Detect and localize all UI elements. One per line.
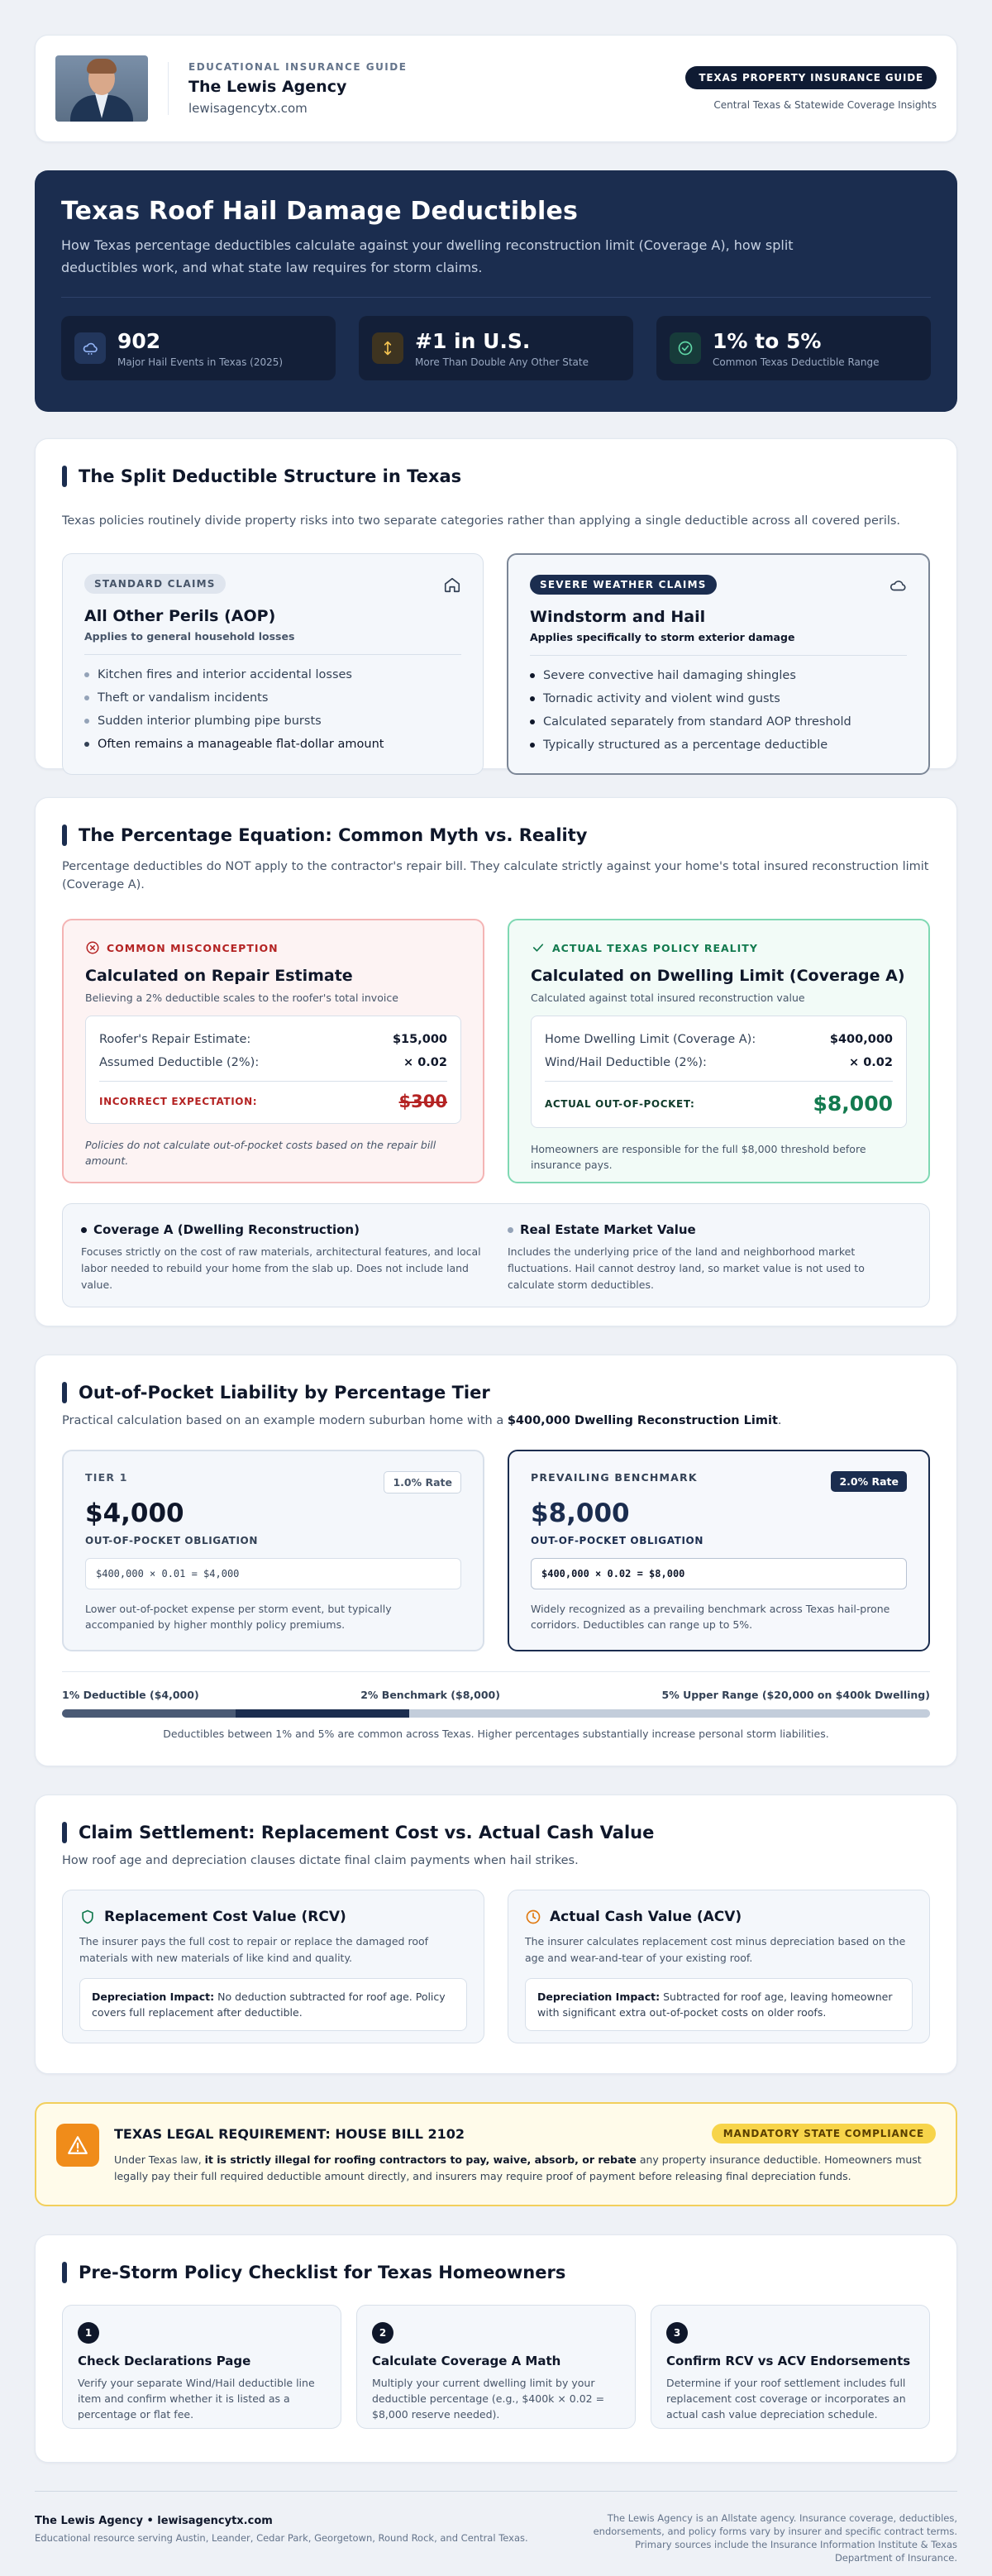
footer-brand[interactable]: The Lewis Agency • lewisagencytx.com — [35, 2515, 273, 2527]
formula-box: $400,000 × 0.02 = $8,000 — [531, 1558, 907, 1589]
calc-label: Assumed Deductible (2%): — [99, 1056, 260, 1069]
stat-label: Major Hail Events in Texas (2025) — [117, 356, 284, 368]
reality-card — [508, 919, 930, 1183]
warning-icon — [56, 2124, 99, 2167]
rate-badge: 2.0% Rate — [831, 1471, 907, 1492]
section-intro: Texas policies routinely divide property risks into two separate categories rather than applying a single deductible across all covered perils. — [62, 514, 901, 528]
clock-icon — [525, 1909, 541, 1925]
section-heading: Claim Settlement: Replacement Cost vs. Actual Cash Value — [62, 1822, 930, 1843]
card-text: The insurer calculates replacement cost minus depreciation based on the age and wear-and-tear of your existing roof. — [525, 1935, 906, 1964]
compliance-badge: MANDATORY STATE COMPLIANCE — [712, 2124, 936, 2143]
calculation-box — [85, 1016, 461, 1124]
list-item: Severe convective hail damaging shingles — [530, 664, 907, 687]
calc-label: Home Dwelling Limit (Coverage A): — [545, 1033, 756, 1046]
section-heading: Out-of-Pocket Liability by Percentage Tier — [62, 1382, 930, 1403]
definition-coverage-a: Coverage A (Dwelling Reconstruction) Focuses strictly on the cost of raw materials, architectural features, and local labor needed to rebuild your home from the slab up. Does not include land value. — [81, 1222, 481, 1291]
legal-text: Under Texas law, it is strictly illegal for roofing contractors to pay, waive, absorb, or rebate any property insurance deductible. Homeowners must legally pay their full required deductible amount directly, and insurers may require proof of payment before releasing final depreciation funds. — [114, 2153, 922, 2182]
tier-note: Lower out-of-pocket expense per storm event, but typically accompanied by higher monthly policy premiums. — [85, 1603, 392, 1631]
step-text: Multiply your current dwelling limit by your deductible percentage (e.g., $400k × 0.02 = $8,000 reserve needed). — [372, 2377, 605, 2421]
hero-divider — [61, 297, 931, 298]
cloud-icon — [889, 576, 907, 598]
tier-label: PREVAILING BENCHMARK — [531, 1471, 698, 1484]
step-title: Confirm RCV vs ACV Endorsements — [666, 2354, 911, 2368]
list-item: Tornadic activity and violent wind gusts — [530, 687, 907, 710]
result-value: $300 — [398, 1092, 447, 1111]
split-deductible-section — [35, 438, 957, 769]
agency-website[interactable]: lewisagencytx.com — [188, 101, 308, 116]
cloud-hail-icon — [74, 332, 106, 364]
stat-label: Common Texas Deductible Range — [713, 356, 880, 368]
card-footnote: Policies do not calculate out-of-pocket costs based on the repair bill amount. — [85, 1139, 436, 1167]
step-number: 3 — [666, 2322, 688, 2344]
card-subtitle: Calculated against total insured reconstruction value — [531, 992, 805, 1004]
scale-segment-3 — [409, 1709, 930, 1718]
tier-1-card — [62, 1450, 484, 1651]
check-circle-icon — [670, 332, 701, 364]
scale-note: Deductibles between 1% and 5% are common across Texas. Higher percentages substantially increase personal storm liabilities. — [163, 1728, 829, 1740]
list-item: Often remains a manageable flat-dollar amount — [84, 733, 461, 756]
misconception-tag: COMMON MISCONCEPTION — [107, 941, 279, 954]
check-icon — [531, 940, 546, 955]
definition-market-value: Real Estate Market Value Includes the underlying price of the land and neighborhood market fluctuations. Hail cannot destroy land, so market value is not used to calculate storm deductibles. — [508, 1222, 865, 1291]
stat-label: More Than Double Any Other State — [415, 356, 589, 368]
card-title: All Other Perils (AOP) — [84, 607, 276, 625]
deductible-scale-bar — [62, 1709, 930, 1718]
list-item: Theft or vandalism incidents — [84, 686, 461, 710]
card-text: The insurer pays the full cost to repair or replace the damaged roof materials with new materials of like kind and quality. — [79, 1935, 429, 1964]
card-title: Actual Cash Value (ACV) — [550, 1909, 742, 1925]
stat-value: 1% to 5% — [713, 328, 822, 353]
impact-box: Depreciation Impact: No deduction subtracted for roof age. Policy covers full replacement after deductible. — [79, 1978, 467, 2031]
calculation-box — [531, 1016, 907, 1128]
agency-header — [35, 35, 957, 142]
card-title: Calculated on Repair Estimate — [85, 967, 353, 985]
legal-requirement-callout — [35, 2102, 957, 2206]
section-intro: How roof age and depreciation clauses dictate final claim payments when hail strikes. — [62, 1854, 579, 1867]
calc-value: × 0.02 — [403, 1056, 447, 1069]
result-label: INCORRECT EXPECTATION: — [99, 1096, 258, 1107]
wind-hail-card — [507, 553, 930, 775]
rcv-card — [62, 1890, 484, 2043]
aop-card — [62, 553, 484, 775]
section-intro: Practical calculation based on an example modern suburban home with a $400,000 Dwelling Reconstruction Limit. — [62, 1414, 782, 1427]
agent-photo — [55, 55, 148, 122]
scale-label-high: 5% Upper Range ($20,000 on $400k Dwelling) — [661, 1689, 930, 1701]
liability-tier-section — [35, 1355, 957, 1766]
hero-banner — [35, 170, 957, 412]
scale-segment-1 — [62, 1709, 236, 1718]
tier-obligation: OUT-OF-POCKET OBLIGATION — [531, 1535, 703, 1546]
formula-box: $400,000 × 0.01 = $4,000 — [85, 1558, 461, 1589]
checklist-step — [651, 2305, 930, 2429]
calc-value: $15,000 — [392, 1033, 447, 1046]
header-subtitle: Central Texas & Statewide Coverage Insights — [713, 99, 937, 111]
hero-description: How Texas percentage deductibles calculate against your dwelling reconstruction limit (Coverage A), how split deductibles work, and what state law requires for storm claims. — [61, 237, 794, 275]
agency-name: The Lewis Agency — [188, 78, 347, 96]
section-intro: Percentage deductibles do NOT apply to the contractor's repair bill. They calculate strictly against your home's total insured reconstruction limit (Coverage A). — [62, 860, 929, 891]
percentage-equation-section — [35, 797, 957, 1326]
policy-checklist-section — [35, 2234, 957, 2463]
page-title: Texas Roof Hail Damage Deductibles — [61, 197, 579, 226]
calc-value: × 0.02 — [849, 1056, 893, 1069]
scale-divider — [62, 1671, 930, 1672]
scale-label-low: 1% Deductible ($4,000) — [62, 1689, 199, 1701]
step-text: Determine if your roof settlement includes full replacement cost coverage or incorporates an actual cash value depreciation schedule. — [666, 2377, 906, 2421]
guide-badge: TEXAS PROPERTY INSURANCE GUIDE — [685, 66, 937, 89]
stat-value: #1 in U.S. — [415, 328, 531, 353]
arrows-vertical-icon — [372, 332, 403, 364]
stat-card-ranking — [359, 316, 633, 380]
card-subtitle: Believing a 2% deductible scales to the roofer's total invoice — [85, 992, 398, 1004]
section-heading: The Split Deductible Structure in Texas — [62, 466, 930, 487]
list-item: Typically structured as a percentage deductible — [530, 734, 907, 757]
definitions-panel — [62, 1203, 930, 1307]
acv-card — [508, 1890, 930, 2043]
card-subtitle: Applies to general household losses — [84, 630, 461, 655]
severe-weather-tag: SEVERE WEATHER CLAIMS — [530, 575, 717, 595]
calc-label: Roofer's Repair Estimate: — [99, 1033, 251, 1046]
scale-label-mid: 2% Benchmark ($8,000) — [360, 1689, 500, 1701]
step-title: Check Declarations Page — [78, 2354, 251, 2368]
list-item: Sudden interior plumbing pipe bursts — [84, 710, 461, 733]
step-number: 2 — [372, 2322, 393, 2344]
step-title: Calculate Coverage A Math — [372, 2354, 561, 2368]
section-heading: The Percentage Equation: Common Myth vs. Reality — [62, 824, 930, 846]
checklist-step — [356, 2305, 636, 2429]
card-subtitle: Applies specifically to storm exterior damage — [530, 631, 907, 656]
card-title: Windstorm and Hail — [530, 608, 706, 626]
result-value: $8,000 — [813, 1092, 893, 1116]
reality-tag: ACTUAL TEXAS POLICY REALITY — [552, 941, 758, 954]
footer-disclaimer: The Lewis Agency is an Allstate agency. Insurance coverage, deductibles, endorsements, and policy forms vary by insurer and specific contract terms. Primary sources include the Insurance Information Institute & Texas Department of Insurance. — [593, 2512, 957, 2564]
header-divider — [168, 62, 169, 115]
shield-icon — [79, 1909, 96, 1925]
tier-amount: $8,000 — [531, 1498, 630, 1528]
standard-claims-tag: STANDARD CLAIMS — [84, 574, 226, 594]
tier-label: TIER 1 — [85, 1471, 128, 1484]
house-icon — [443, 576, 461, 597]
card-title: Replacement Cost Value (RCV) — [104, 1909, 346, 1925]
checklist-step — [62, 2305, 341, 2429]
stat-value: 902 — [117, 328, 161, 353]
legal-title: TEXAS LEGAL REQUIREMENT: HOUSE BILL 2102 — [114, 2125, 465, 2142]
page-footer — [35, 2491, 957, 2564]
list-item: Calculated separately from standard AOP threshold — [530, 710, 907, 734]
benchmark-card — [508, 1450, 930, 1651]
calc-value: $400,000 — [829, 1033, 893, 1046]
step-number: 1 — [78, 2322, 99, 2344]
section-heading: Pre-Storm Policy Checklist for Texas Homeowners — [62, 2262, 930, 2283]
footer-service-areas: Educational resource serving Austin, Leander, Cedar Park, Georgetown, Round Rock, and Central Texas. — [35, 2532, 528, 2544]
tier-note: Widely recognized as a prevailing benchmark across Texas hail-prone corridors. Deductibles can range up to 5%. — [531, 1603, 890, 1631]
list-item: Kitchen fires and interior accidental losses — [84, 663, 461, 686]
card-title: Calculated on Dwelling Limit (Coverage A) — [531, 967, 905, 985]
impact-box: Depreciation Impact: Subtracted for roof age, leaving homeowner with significant extra out-of-pocket costs on older roofs. — [525, 1978, 913, 2031]
result-label: ACTUAL OUT-OF-POCKET: — [545, 1097, 695, 1110]
rate-badge: 1.0% Rate — [384, 1471, 461, 1494]
card-footnote: Homeowners are responsible for the full $8,000 threshold before insurance pays. — [531, 1143, 866, 1171]
step-text: Verify your separate Wind/Hail deductible line item and confirm whether it is listed as a percentage or flat fee. — [78, 2377, 315, 2421]
claim-settlement-section — [35, 1795, 957, 2074]
tier-obligation: OUT-OF-POCKET OBLIGATION — [85, 1535, 258, 1546]
header-eyebrow: EDUCATIONAL INSURANCE GUIDE — [188, 61, 408, 73]
calc-label: Wind/Hail Deductible (2%): — [545, 1056, 707, 1069]
stat-card-hail-events — [61, 316, 336, 380]
tier-amount: $4,000 — [85, 1498, 184, 1528]
stat-card-deductible-range — [656, 316, 931, 380]
x-circle-icon — [85, 940, 100, 955]
misconception-card — [62, 919, 484, 1183]
scale-segment-2 — [236, 1709, 409, 1718]
